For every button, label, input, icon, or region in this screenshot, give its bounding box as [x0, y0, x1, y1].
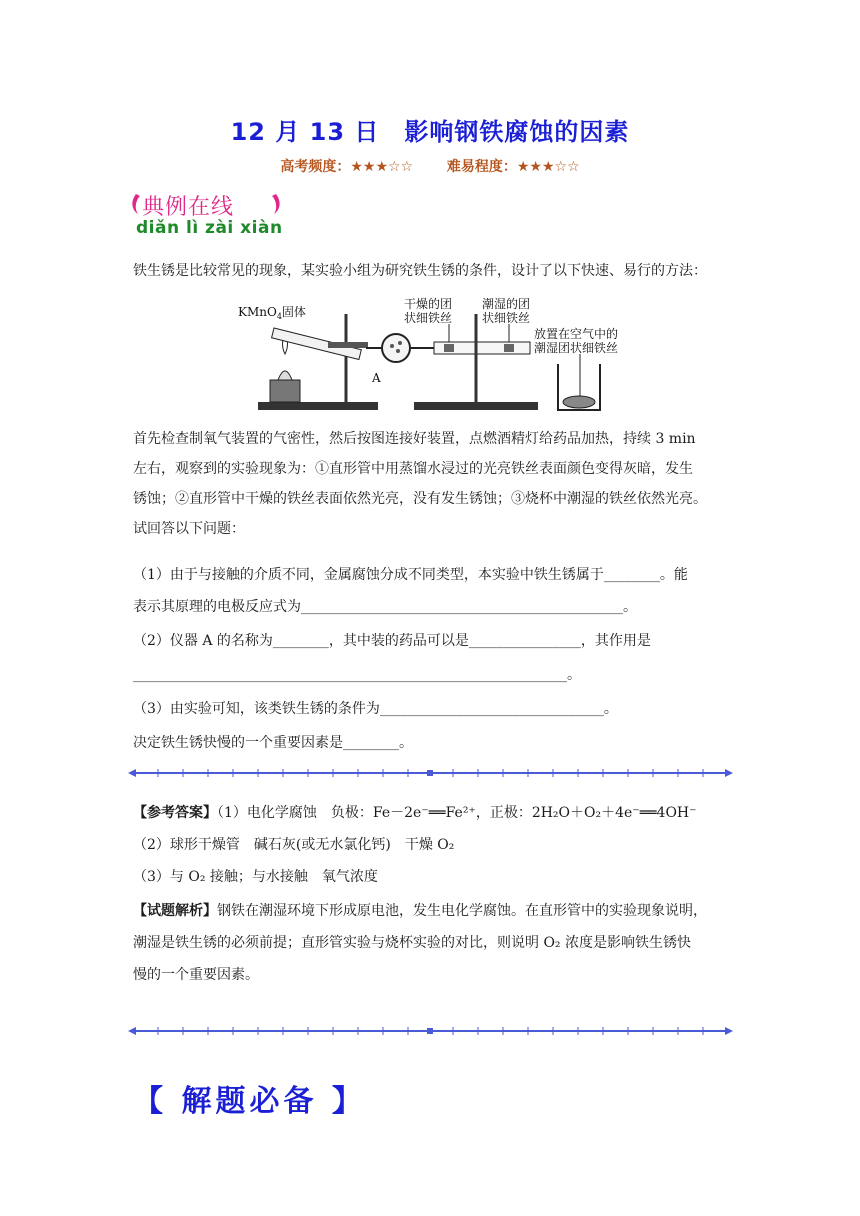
- paragraph-line-1: 首先检查制氧气装置的气密性，然后按图连接好装置，点燃酒精灯给药品加热，持续 3 min: [133, 431, 696, 447]
- section-heading: 【 解题必备 】: [133, 1084, 366, 1119]
- answer-line-2: （2）球形干燥管 碱石灰(或无水氯化钙) 干燥 O₂: [133, 837, 455, 853]
- question-intro: 铁生锈是比较常见的现象，某实验小组为研究铁生锈的条件，设计了以下快速、易行的方法：: [133, 263, 707, 279]
- answer-line-1: [133, 798, 733, 828]
- label-air-1: 放置在空气中的: [534, 327, 619, 341]
- analysis-line-1: [133, 896, 733, 926]
- label-a: A: [372, 371, 381, 385]
- difficulty-rating: 难易程度：★★★☆☆: [446, 159, 580, 175]
- answer-label: 【参考答案】: [133, 805, 217, 821]
- label-kmno4: KMnO$_4$固体: [238, 305, 306, 321]
- analysis-text-1: 钢铁在潮湿环境下形成原电池，发生电化学腐蚀。在直形管中的实验现象说明，: [217, 903, 707, 919]
- question-2-line-1: （2）仪器 A 的名称为________，其中装的药品可以是________________，其作用是: [133, 633, 651, 649]
- answer-line-3: （3）与 O₂ 接触；与水接触 氧气浓度: [133, 869, 378, 885]
- badge-pinyin: diǎn lì zài xiàn: [136, 218, 283, 238]
- question-3-line-1: （3）由实验可知，该类铁生锈的条件为________________________________。: [133, 701, 618, 717]
- question-2-line-2: ______________________________________________________________。: [133, 667, 581, 683]
- page-title: 12 月 13 日 影响钢铁腐蚀的因素: [230, 118, 630, 146]
- section-badge: [130, 188, 290, 248]
- question-1-line-1: （1）由于与接触的介质不同，金属腐蚀分成不同类型，本实验中铁生锈属于________。能: [133, 567, 688, 583]
- rating-line: [0, 156, 860, 176]
- analysis-line-2: 潮湿是铁生锈的必须前提；直形管实验与烧杯实验的对比，则说明 O₂ 浓度是影响铁生锈快: [133, 935, 691, 951]
- label-wet-2: 状细铁丝: [482, 311, 531, 325]
- section-divider: [128, 766, 733, 780]
- question-3-line-2: 决定铁生锈快慢的一个重要因素是________。: [133, 735, 413, 751]
- label-dry-1: 干燥的团: [404, 297, 453, 311]
- label-air-2: 潮湿团状细铁丝: [534, 341, 619, 355]
- paragraph-line-3: 锈蚀；②直形管中干燥的铁丝表面依然光亮，没有发生锈蚀；③烧杯中潮湿的铁丝依然光亮。: [133, 491, 707, 507]
- frequency-rating: 高考频度：★★★☆☆: [280, 159, 414, 175]
- label-dry-2: 状细铁丝: [404, 311, 453, 325]
- analysis-label: 【试题解析】: [133, 903, 217, 919]
- apparatus-figure: [228, 294, 668, 418]
- label-wet-1: 潮湿的团: [482, 297, 531, 311]
- answer-text-1: （1）电化学腐蚀 负极：Fe－2e⁻══Fe²⁺，正极：2H₂O＋O₂＋4e⁻══4OH⁻: [217, 805, 697, 821]
- paragraph-line-4: 试回答以下问题：: [133, 521, 245, 537]
- paragraph-line-2: 左右，观察到的实验现象为：①直形管中用蒸馏水浸过的光亮铁丝表面颜色变得灰暗，发生: [133, 461, 693, 477]
- badge-text: 典例在线: [142, 195, 235, 220]
- analysis-line-3: 慢的一个重要因素。: [133, 967, 259, 983]
- question-1-line-2: 表示其原理的电极反应式为______________________________________________。: [133, 599, 637, 615]
- section-divider-2: [128, 1024, 733, 1038]
